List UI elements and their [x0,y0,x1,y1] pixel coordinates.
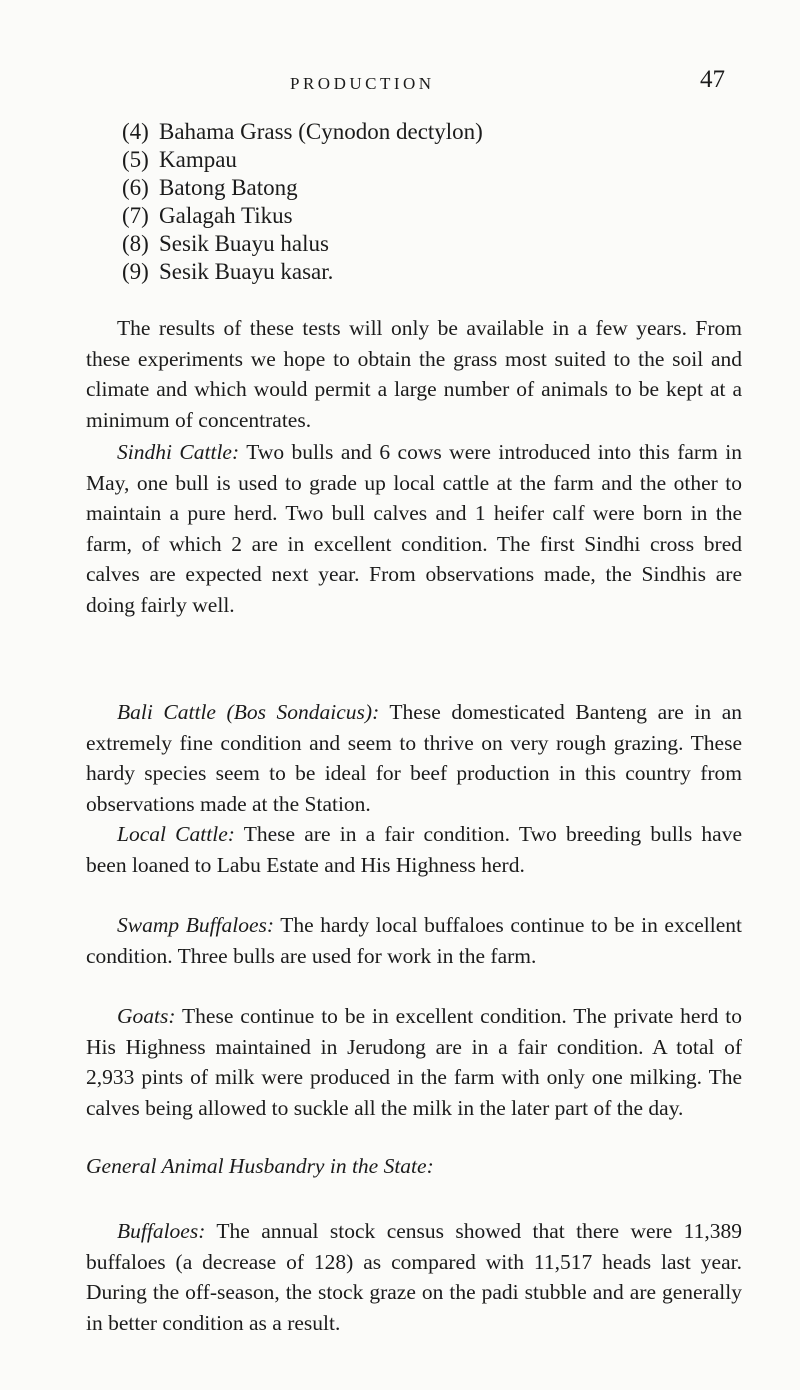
list-item-number: (5) [122,147,149,172]
list-item-number: (9) [122,259,149,284]
paragraph-local-cattle [86,819,742,880]
list-item-number: (4) [122,119,149,144]
list-item-number: (8) [122,231,149,256]
paragraph-text: The results of these tests will only be available in a few years. From these experiments we hope to obtain the grass most suited to the soil and climate and which would permit a large number of animals to be kept at a minimum of concentrates. [86,316,742,432]
paragraph-lead: Buffaloes: [117,1219,206,1243]
grass-list [122,118,483,286]
list-item [122,118,483,146]
list-item-number: (6) [122,175,149,200]
list-item-text: Bahama Grass (Cynodon dectylon) [159,119,483,144]
paragraph-text: The annual stock census showed that there were 11,389 buffaloes (a decrease of 128) as compared with 11,517 heads last year. During the off-season, the stock graze on the padi stubble and are generally in better condition as a result. [86,1219,742,1335]
list-item [122,174,483,202]
paragraph-text: Two bulls and 6 cows were introduced into this farm in May, one bull is used to grade up local cattle at the farm and the other to maintain a pure herd. Two bull calves and 1 heifer calf were born in the farm, of which 2 are in excellent condition. The first Sindhi cross bred calves are expected next year. From observations made, the Sindhis are doing fairly well. [86,440,742,617]
paragraph-goats [86,1001,742,1123]
paragraph-lead: Goats: [117,1004,176,1028]
page-number: 47 [700,66,725,93]
list-item [122,202,483,230]
paragraph-text: The hardy local buffaloes continue to be in excellent condition. Three bulls are used for work in the farm. [86,913,742,968]
paragraph-text: These domesticated Banteng are in an extremely fine condition and seem to thrive on very rough grazing. These hardy species seem to be ideal for beef production in this country from observations made at the Station. [86,700,742,816]
paragraph-lead: Sindhi Cattle: [117,440,240,464]
running-head-title: PRODUCTION [290,74,435,93]
paragraph-text: These continue to be in excellent condition. The private herd to His Highness maintained in Jerudong are in a fair condition. A total of 2,933 pints of milk were produced in the farm with only one milking. The calves being allowed to suckle all the milk in the later part of the day. [86,1004,742,1120]
paragraph-lead: Local Cattle: [117,822,235,846]
list-item-text: Galagah Tikus [159,203,293,228]
list-item [122,230,483,258]
paragraph-lead: Swamp Buffaloes: [117,913,275,937]
list-item-number: (7) [122,203,149,228]
list-item-text: Sesik Buayu halus [159,231,329,256]
paragraph-bali-cattle [86,697,742,819]
paragraph-lead: Bali Cattle (Bos Sondaicus): [117,700,380,724]
paragraph-sindhi-cattle [86,437,742,620]
section-heading: General Animal Husbandry in the State: [86,1154,434,1178]
paragraph-results [86,313,742,435]
list-item-text: Batong Batong [159,175,298,200]
list-item [122,146,483,174]
list-item [122,258,483,286]
list-item-text: Sesik Buayu kasar. [159,259,334,284]
paragraph-text: These are in a fair condition. Two breeding bulls have been loaned to Labu Estate and His Highness herd. [86,822,742,877]
list-item-text: Kampau [159,147,237,172]
paragraph-buffaloes [86,1216,742,1338]
running-head [0,66,800,106]
paragraph-swamp-buffaloes [86,910,742,971]
